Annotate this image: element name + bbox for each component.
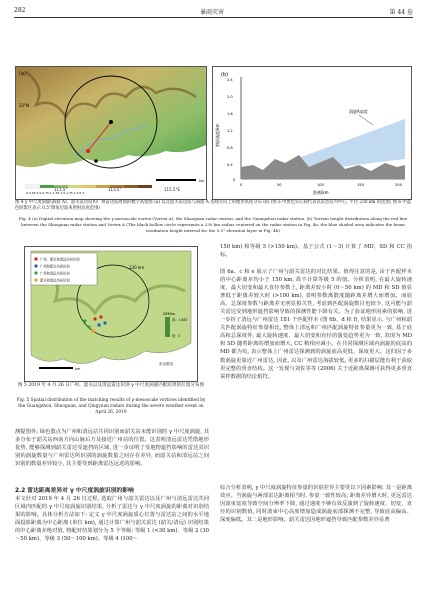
y-tick: 2.4 — [227, 78, 233, 82]
fig4b-tag: (b) — [221, 72, 229, 78]
fig4a-tag: (a) — [19, 71, 26, 77]
place-label: 东沙群岛 — [159, 362, 174, 366]
dem-label: DEM/m — [163, 312, 176, 316]
x-tick: 50 — [277, 183, 282, 187]
scale-bar — [156, 179, 196, 181]
guangzhou-radar-marker — [94, 159, 98, 163]
lon-tick-1: 111.5° — [54, 187, 68, 192]
vortex-height-label: 涡旋A高度 — [349, 109, 368, 114]
y-tick: 0 — [233, 178, 236, 182]
x-axis-label: 距离/km — [313, 190, 329, 195]
scale-bar — [39, 367, 73, 369]
range-label: 230 km — [129, 265, 145, 270]
lat-label: 23°N — [19, 103, 30, 108]
volume-label: 第 44 卷 — [389, 9, 413, 16]
legend-item: 广州和韶关共同识别 — [40, 264, 70, 269]
fig4-caption-cn: 图 4 γ 中尺度涡旋(涡旋 A)、韶关雷达站和广州雷达站周围的数字高程图 (a) 以及韶关雷达站与涡旋 A 连线方向上的地形高度分布 (b) (图 a 中黑色实心圆代表以雷达站为中心, 半径 230 km 的范围; 图 b 中蓝色阴影区表示 0.5°降角层波束照射高度范围) — [15, 200, 411, 212]
fig4b-profile — [212, 66, 412, 200]
y-tick: 1.2 — [227, 129, 233, 133]
x-tick: 150 — [357, 183, 364, 187]
page-number: 282 — [14, 7, 26, 14]
y-axis-label: 海拔高度/km — [215, 123, 220, 147]
vortex-a-marker — [86, 149, 90, 153]
fig5-caption-en: Fig. 5 Spatial distribution of the matching results of γ-mesoscale vortices identified by the Guangzhou, Shaoguan, and Qingyuan radars during the severe weather event on April 26, 2019 — [16, 398, 206, 416]
lon-tick-2: 113.5° — [108, 187, 122, 192]
dem-colorbar — [165, 317, 170, 337]
y-tick: 0.4 — [227, 163, 233, 167]
shaoguan-radar-marker — [109, 120, 113, 124]
x-tick: 200 — [395, 183, 402, 187]
legend-item: 广州、韶关和清远共同识别 — [40, 257, 80, 262]
fig4a-map — [15, 66, 207, 200]
section-heading: 2.2 雷达距离差异对 γ 中尺度涡旋识别的影响 — [15, 488, 134, 494]
scale-unit: km — [75, 367, 81, 371]
running-header — [14, 4, 413, 18]
y-tick: 0.8 — [227, 146, 233, 150]
journal-name: 暴雨灾害 — [200, 9, 225, 16]
dem-low: 低：0 — [172, 334, 181, 338]
left-paragraph-1: 测提图外; 绿色散点为广州和清远站共同识别而韶关站未能识别的 γ 中尺度涡旋, 其多分布于韶关站西南方向山脉后方及接近广州站的位置。这表明清远雷达凭借地形优势, 能够探测到韶关雷达受遮挡的区域, 进一步证明了受地物遮挡影响的雷达其识别的涡旋数量与广州雷达所识别的涡旋数量之间存在差异, 而韶关站和清远站之间识别的数量差异较小, 其主要受到距离雷达远近的影响。 — [15, 429, 209, 468]
right-paragraph-2: 图 6a、c 和 e 展示了广州与韶关雷达的对比结果。值得注意的是, 由于匹配样本的中心距离差均小于 150 km, 故不计算等级 5 的值。分析表明, 在最大旋转速度、最大切变和最大直径参数上, 距离差较小时 (0～50 km) 的 MD 和 SD 值显著低于距离差较大时 (>100 km), 表明参数离散度随距离差增大而增加。而底高、总深度参数与距离差无明显相关性, 考虑到匹配涡旋数目也较少, 这可能与韶关雷达受到地形遮挡影响导致的探测性能下降有关。为了验证地形因素的影响, 进一步折了清远与广州雷达 181 个匹配样本 (图 6b、d 和 f), 结果显示, 与广州和韶关匹配涡旋特征参量相比, 整体上清远和广州匹配涡旋特征参量更为一致, 基于底高和总深度外, 最大旋转速度、最大切变和直径的演变趋势更为一致, 表现为 MD 和 SD 随着距离的增加而增大, CC 稍相应减小。在共同探测区域内涡旋的底高的 MD 都为负, 表示整体上广州雷达探测到的涡旋底高更低、深度更大。这归因于多数涡旋更靠近广州雷达, 因此, 以及广州雷达海拔较低, 更多的扫描层能有利于获取更完整的垂直结构。这一发现与刘佐等等 (2006) 关于近距离探测可获得更多垂直采样数据的结论相符。 — [220, 269, 412, 380]
x-tick: 100 — [317, 183, 324, 187]
x-tick: 0 — [240, 183, 243, 187]
fig4-caption-en: Fig. 4 (a) Digital elevation map showing the γ-mesoscale vortex (Vortex A), the Shaoguan radar station, and the Guangzhou radar station. (b) Terrain height distribution along the red line between the Shaoguan radar station and Vortex A (The black hollow circle represents a 230 km radius centered on the radar station in Fig. 4a, the blue shaded area indicates the beam irradiation height interval for the 0.5° elevation layer in Fig. 4b) — [18, 216, 408, 233]
right-paragraph-1: 150 km) 和等级 5 (>150 km)。基于公式 (1～3) 计算了 MD、SD 和 CC 指标。 — [220, 244, 412, 259]
lon-tick-3: 115.5°E — [164, 187, 180, 192]
fig5-map — [24, 246, 198, 382]
elevation-legend — [26, 185, 152, 188]
fig5-caption-cn: 图 5 2019 年 4 月 26 日广州、韶关以及清远雷达识别 γ 中尺度涡旋匹配结果的位置分布图 — [17, 383, 205, 388]
scale-unit: km — [199, 179, 205, 183]
y-tick: 1.6 — [227, 112, 233, 116]
y-tick: 2.0 — [227, 95, 233, 99]
land-area — [16, 67, 206, 167]
legend-item: 广州和清远共同识别 — [40, 271, 70, 276]
legend-values: 0 0.25 0.5 0.75 1 1.25 1.5 1.75 2 2.5 3 — [26, 191, 85, 195]
right-paragraph-3: 综合分析表明, γ 中尺度涡旋特征参量的识别差异主要受以下因素影响: 其一是距离效应。当涡旋与两部雷达距离相当时, 参量一致性较高; 距离差异增大时, 更远雷达因波束宽度导致空间分辨率下降, 通过速度不够有效反演到了旋转速度、切变、直径的识别数值, 同时波束中心高度增加造成涡旋底部探测不完整, 导致底高偏高、深度偏低。其二是地形影响。韶关雷达因地形遮挡导致匹配参数差异显著 — [220, 485, 412, 524]
legend-item: 韶关和清远共同识别 — [40, 278, 70, 283]
dem-high: 高：1 887 — [172, 318, 188, 322]
left-paragraph-2: 本文针对 2019 年 4 月 26 日过程, 选取广州与韶关雷达以及广州与清远雷达共同区域内匹配的 γ 中尺度涡旋识别结果, 分析了雷达与 γ 中尺度涡旋的距离对识别结果的影响。具体分析方法如下: 定义 γ 中尺度涡旋质心位置与雷达站之间的水平地面投影距离为中心距离 (单位 km), 通过计算广州与韶关雷达 (韶关/清远) 识别结果的中心距离差绝对值, 将配对结果划分为 5 个等级: 等级 1 (<30 km)、等级 2 (30～50 km)、等级 3 (50～100 km)、等级 4 (100～ — [15, 496, 209, 543]
